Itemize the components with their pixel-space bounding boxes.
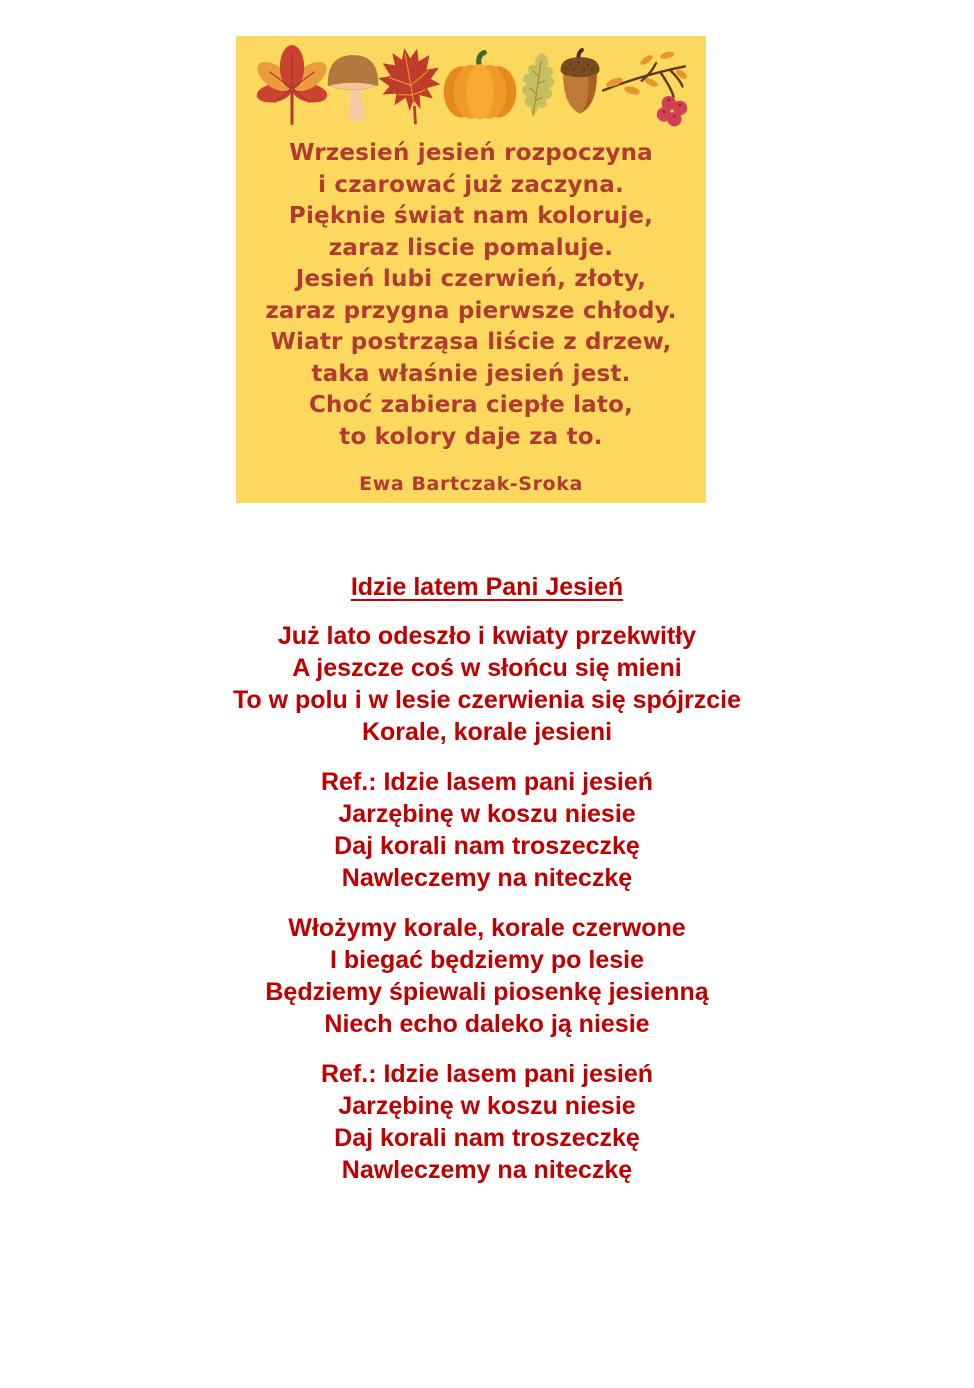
song-refrain-2 — [0, 1058, 974, 1186]
song-line: Nawleczemy na niteczkę — [341, 864, 633, 892]
poem-line: to kolory daje za to. — [339, 423, 603, 450]
song-line: I biegać będziemy po lesie — [329, 946, 644, 974]
song-line: To w polu i w lesie czerwienia się spójrzcie — [232, 686, 742, 714]
poem-line: Choć zabiera ciepłe lato, — [308, 392, 634, 418]
pumpkin-icon — [440, 49, 520, 128]
song-line: Nawleczemy na niteczkę — [341, 1156, 633, 1184]
song-line: Daj korali nam troszeczkę — [334, 832, 640, 860]
song-title: Idzie latem Pani Jesień — [350, 573, 624, 601]
song-line: Włożymy korale, korale czerwone — [288, 914, 686, 942]
poem-line: zaraz przygna pierwsze chłody. — [265, 297, 677, 324]
maple-leaf-icon — [376, 44, 446, 133]
acorn-icon — [554, 47, 606, 130]
song-verse-2 — [0, 912, 974, 1040]
song-section — [0, 571, 974, 1204]
poem-text — [236, 138, 706, 453]
rowan-berry-branch-icon — [600, 44, 688, 133]
song-line: Korale, korale jesieni — [361, 718, 613, 746]
song-line: Jarzębinę w koszu niesie — [338, 800, 636, 828]
song-line: Już lato odeszło i kwiaty przekwitły — [277, 622, 697, 650]
poem-line: i czarować już zaczyna. — [318, 171, 624, 198]
mushroom-icon — [324, 45, 382, 132]
autumn-icons-row — [236, 42, 706, 134]
song-line: Ref.: Idzie lasem pani jesień — [320, 768, 654, 796]
autumn-poem-card — [236, 36, 706, 503]
song-line: Daj korali nam troszeczkę — [334, 1124, 640, 1152]
song-refrain-1 — [0, 766, 974, 894]
poem-line: Wiatr postrząsa liście z drzew, — [270, 329, 672, 355]
poem-author: Ewa Bartczak-Sroka — [359, 473, 583, 495]
song-line: Ref.: Idzie lasem pani jesień — [320, 1060, 654, 1088]
song-line: Niech echo daleko ją niesie — [324, 1010, 650, 1038]
poem-line: zaraz liscie pomaluje. — [328, 234, 614, 261]
song-line: A jeszcze coś w słońcu się mieni — [292, 654, 682, 682]
song-line: Będziemy śpiewali piosenkę jesienną — [265, 978, 709, 1006]
poem-line: Wrzesień jesień rozpoczyna — [289, 140, 653, 166]
poem-line: Jesień lubi czerwień, złoty, — [295, 266, 647, 292]
song-verse-1 — [0, 620, 974, 748]
poem-line: taka właśnie jesień jest. — [311, 360, 631, 387]
song-line: Jarzębinę w koszu niesie — [338, 1092, 636, 1120]
chestnut-leaf-icon — [254, 44, 330, 133]
poem-line: Pięknie świat nam koloruje, — [288, 203, 654, 229]
